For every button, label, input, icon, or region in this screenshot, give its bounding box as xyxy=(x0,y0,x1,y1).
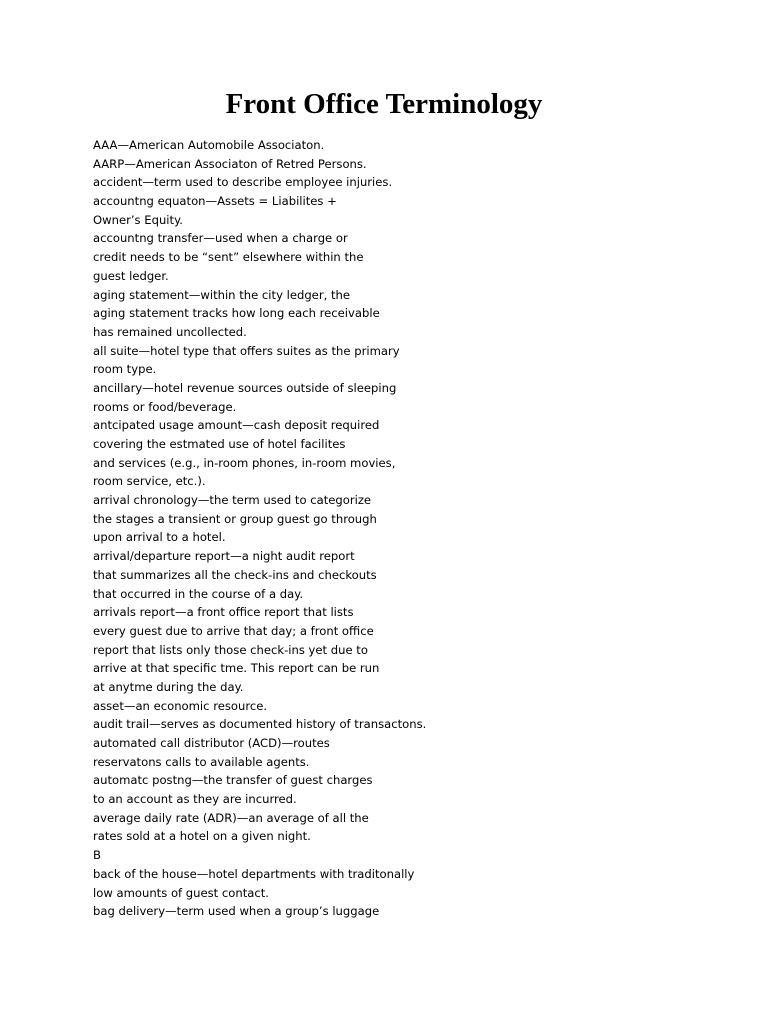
glossary-line: reservatons calls to available agents. xyxy=(93,754,310,769)
glossary-line: and services (e.g., in-room phones, in-room movies, xyxy=(93,455,396,470)
glossary-line: that summarizes all the check-ins and checkouts xyxy=(93,567,377,582)
glossary-text xyxy=(93,136,713,921)
glossary-line: arrival chronology—the term used to categorize xyxy=(93,493,372,508)
glossary-line: Owner’s Equity. xyxy=(93,212,183,227)
glossary-line: antcipated usage amount—cash deposit required xyxy=(93,418,380,433)
glossary-line: at anytme during the day. xyxy=(93,679,244,694)
glossary-line: room type. xyxy=(93,362,157,377)
glossary-line: automatc postng—the transfer of guest charges xyxy=(93,773,373,788)
glossary-line: AARP—American Associaton of Retred Persons. xyxy=(93,156,367,171)
glossary-line: back of the house—hotel departments with traditonally xyxy=(93,866,415,881)
glossary-line: automated call distributor (ACD)—routes xyxy=(93,736,330,750)
glossary-line: to an account as they are incurred. xyxy=(93,792,297,807)
glossary-line: credit needs to be “sent” elsewhere within the xyxy=(93,250,364,265)
glossary-line: rates sold at a hotel on a given night. xyxy=(93,829,311,844)
glossary-line: accident—term used to describe employee injuries. xyxy=(93,175,393,190)
glossary-line: average daily rate (ADR)—an average of all the xyxy=(93,810,369,825)
glossary-line: guest ledger. xyxy=(93,268,169,283)
glossary-line: arrival/departure report—a night audit report xyxy=(93,549,355,564)
glossary-line: AAA—American Automobile Associaton. xyxy=(93,138,325,152)
glossary-line: covering the estmated use of hotel facilites xyxy=(93,437,346,451)
glossary-line: arrivals report—a front office report that lists xyxy=(93,605,354,620)
glossary-line: arrive at that specific tme. This report can be run xyxy=(93,661,380,676)
glossary-line: B xyxy=(93,848,101,863)
glossary-line: every guest due to arrive that day; a front office xyxy=(93,623,374,638)
glossary-line: all suite—hotel type that offers suites as the primary xyxy=(93,343,400,358)
glossary-line: the stages a transient or group guest go through xyxy=(93,511,377,526)
glossary-line: rooms or food/beverage. xyxy=(93,399,237,414)
glossary-line: asset—an economic resource. xyxy=(93,698,268,713)
glossary-line: has remained uncollected. xyxy=(93,324,247,339)
glossary-line: aging statement tracks how long each receivable xyxy=(93,306,380,321)
document-title: Front Office Terminology xyxy=(225,88,543,120)
glossary-line: bag delivery—term used when a group’s luggage xyxy=(93,904,380,919)
glossary-line: low amounts of guest contact. xyxy=(93,885,269,900)
glossary-line: that occurred in the course of a day. xyxy=(93,586,304,601)
glossary-line: upon arrival to a hotel. xyxy=(93,530,226,545)
glossary-line: room service, etc.). xyxy=(93,474,206,489)
glossary-line: accountng equaton—Assets = Liabilites + xyxy=(93,194,337,209)
glossary-line: report that lists only those check-ins yet due to xyxy=(93,642,368,657)
glossary-line: aging statement—within the city ledger, the xyxy=(93,287,350,302)
glossary-line: audit trail—serves as documented history of transactons. xyxy=(93,717,427,732)
glossary-line: accountng transfer—used when a charge or xyxy=(93,231,348,246)
glossary-line: ancillary—hotel revenue sources outside of sleeping xyxy=(93,380,397,395)
